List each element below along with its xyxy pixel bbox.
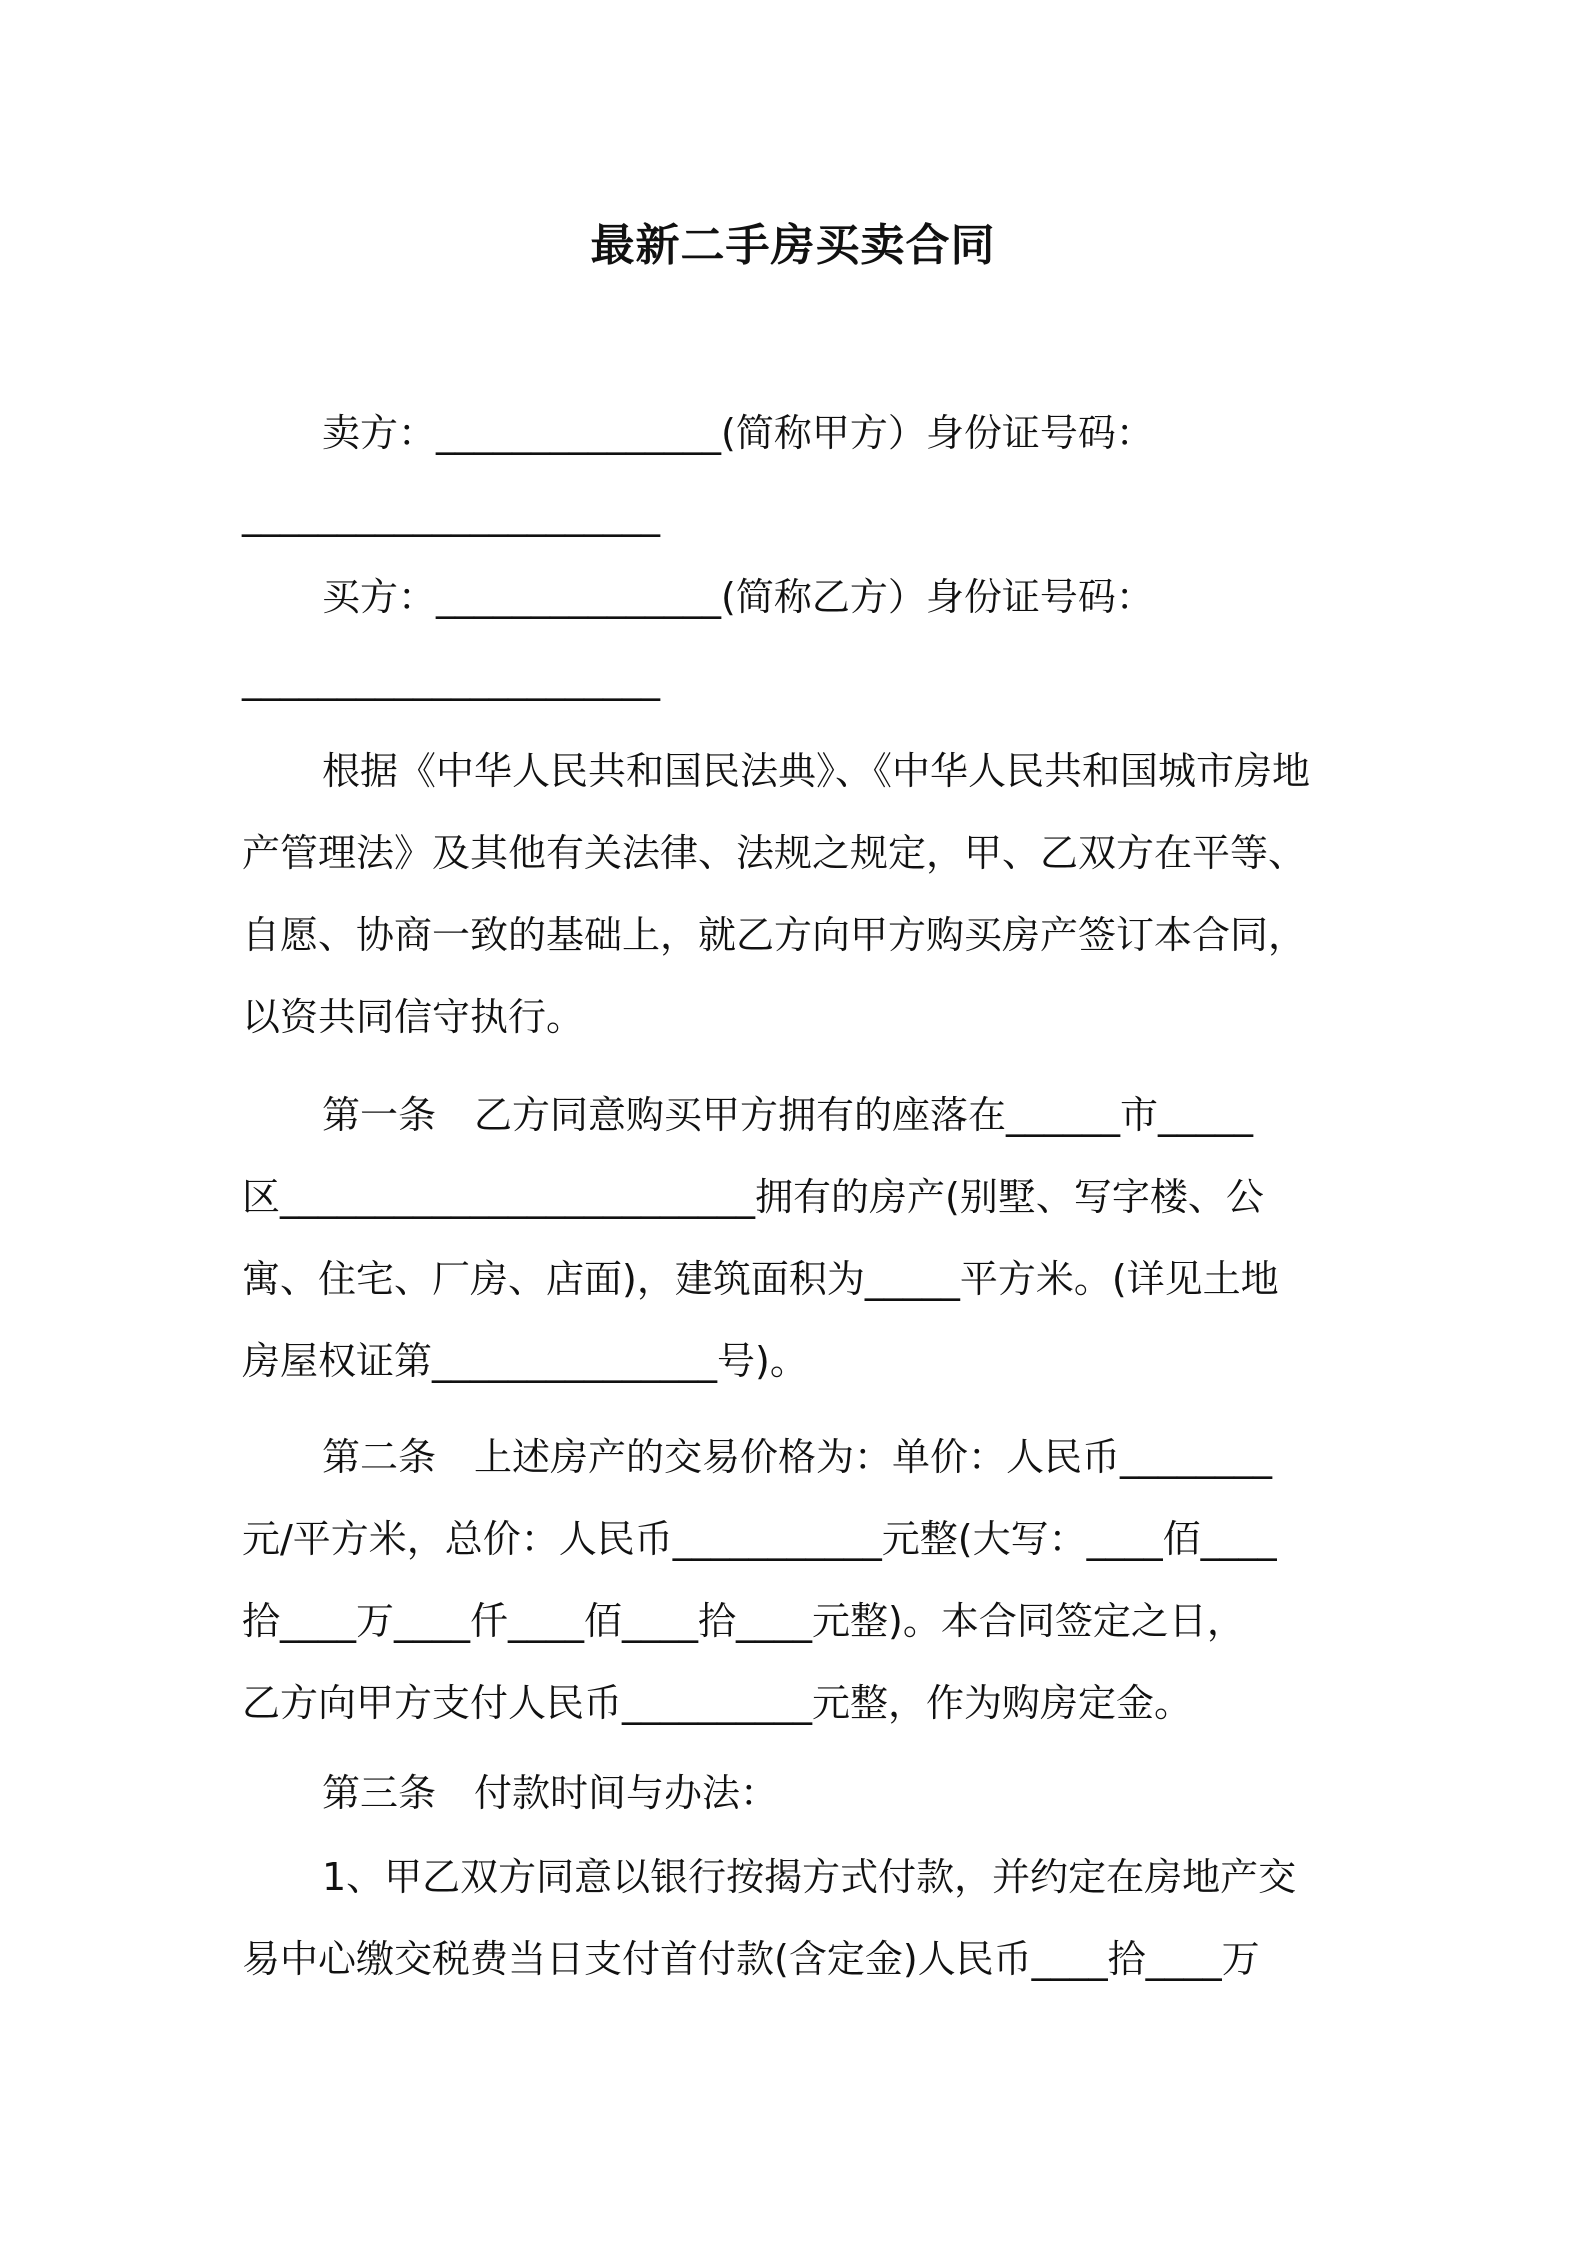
paragraph-line: 第二条 上述房产的交易价格为：单价：人民币________ bbox=[322, 1435, 1273, 1479]
paragraph-line: 1、甲乙双方同意以银行按揭方式付款，并约定在房地产交 bbox=[322, 1855, 1297, 1899]
seller-line bbox=[242, 392, 1352, 474]
paragraph-line: 拾____万____仟____佰____拾____元整)。本合同签定之日， bbox=[242, 1599, 1245, 1643]
paragraph-line: 第三条 付款时间与办法： bbox=[322, 1771, 779, 1815]
paragraph-line: 乙方向甲方支付人民币__________元整，作为购房定金。 bbox=[242, 1681, 1193, 1725]
document-title: 最新二手房买卖合同 bbox=[590, 220, 996, 271]
buyer-id-blank bbox=[242, 638, 1352, 720]
seller-id-blank-text: ______________________ bbox=[242, 493, 660, 537]
article-1-paragraph bbox=[242, 1074, 1352, 1402]
paragraph-line: 产管理法》及其他有关法律、法规之规定，甲、乙双方在平等、 bbox=[242, 831, 1307, 875]
paragraph-line: 以资共同信守执行。 bbox=[242, 995, 585, 1039]
buyer-line bbox=[242, 556, 1352, 638]
seller-text: 卖方：_______________(简称甲方）身份证号码： bbox=[322, 411, 1154, 455]
paragraph-line: 寓、住宅、厂房、店面)，建筑面积为_____平方米。(详见土地 bbox=[242, 1257, 1279, 1301]
preamble-paragraph bbox=[242, 730, 1352, 1058]
paragraph-line: 第一条 乙方同意购买甲方拥有的座落在______市_____ bbox=[322, 1093, 1254, 1137]
article-3-item-1 bbox=[242, 1836, 1352, 2000]
buyer-id-blank-text: ______________________ bbox=[242, 657, 660, 701]
paragraph-line: 易中心缴交税费当日支付首付款(含定金)人民币____拾____万 bbox=[242, 1937, 1260, 1981]
article-2-paragraph bbox=[242, 1416, 1352, 1744]
seller-id-blank bbox=[242, 474, 1352, 556]
article-3-heading bbox=[242, 1752, 1352, 1834]
paragraph-line: 区_________________________拥有的房产(别墅、写字楼、公 bbox=[242, 1175, 1264, 1219]
buyer-text: 买方：_______________(简称乙方）身份证号码： bbox=[322, 575, 1154, 619]
paragraph-line: 根据《中华人民共和国民法典》、《中华人民共和国城市房地 bbox=[322, 749, 1311, 793]
paragraph-line: 元/平方米，总价：人民币___________元整(大写：____佰____ bbox=[242, 1517, 1277, 1561]
paragraph-line: 房屋权证第_______________号)。 bbox=[242, 1339, 808, 1383]
paragraph-line: 自愿、协商一致的基础上，就乙方向甲方购买房产签订本合同， bbox=[242, 913, 1307, 957]
